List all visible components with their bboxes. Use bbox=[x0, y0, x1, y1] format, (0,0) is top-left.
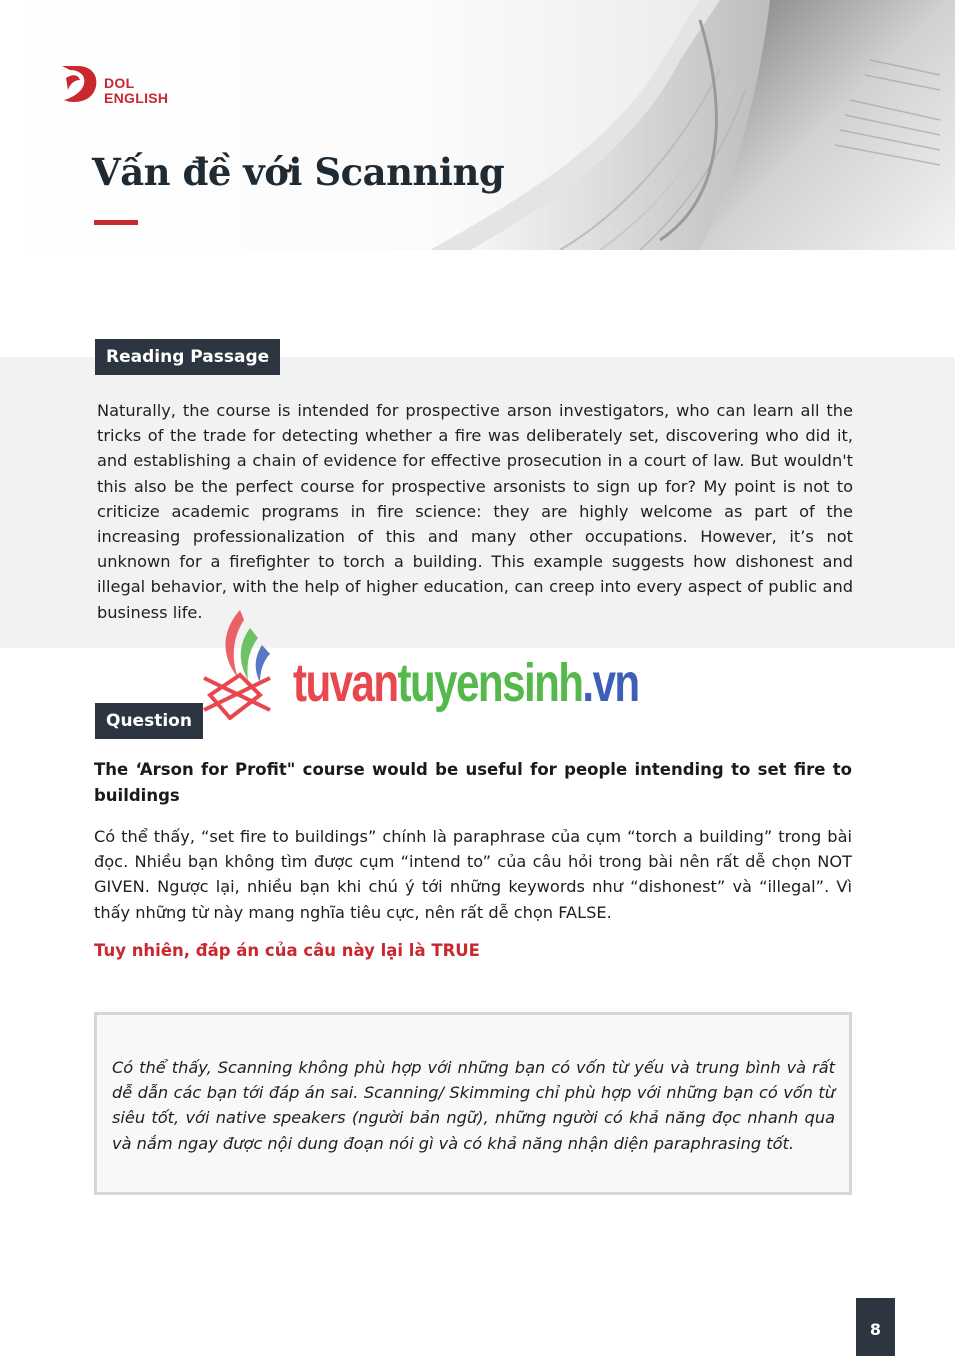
watermark-part-3: .vn bbox=[582, 653, 639, 713]
logo-text-line2: ENGLISH bbox=[104, 90, 169, 106]
reading-passage-label: Reading Passage bbox=[95, 339, 280, 375]
note-box bbox=[94, 1012, 852, 1195]
page-number: 8 bbox=[856, 1298, 895, 1356]
dol-english-logo bbox=[60, 62, 180, 108]
question-label: Question bbox=[95, 703, 203, 739]
answer-text: Tuy nhiên, đáp án của câu này lại là TRUE bbox=[94, 941, 480, 960]
torch-logo-icon bbox=[200, 600, 290, 720]
watermark-part-1: tuvan bbox=[293, 653, 398, 713]
note-text: Có thể thấy, Scanning không phù hợp với những bạn có vốn từ yếu và trung bình và rất dễ dẫn các bạn tới đáp án sai. Scanning/ Skimming chỉ phù hợp với những bạn có vốn từ siêu tốt, với native speakers (người bản ngữ), những người có khả năng đọc nhanh qua và nắm ngay được nội dung đoạn nói gì và có khả năng nhận diện paraphrasing tốt. bbox=[112, 1058, 835, 1153]
header-banner bbox=[0, 0, 955, 250]
explanation-text: Có thể thấy, “set fire to buildings” chính là paraphrase của cụm “torch a building” trong bài đọc. Nhiều bạn không tìm được cụm “intend to” của câu hỏi trong bài nên rất dễ chọn NOT GIVEN. Ngược lại, nhiều bạn khi chú ý tới những keywords như “dishonest” và “illegal”. Vì thấy những từ này mang nghĩa tiêu cực, nên rất dễ chọn FALSE. bbox=[94, 827, 852, 922]
logo-text-line1: DOL bbox=[104, 75, 135, 91]
dragon-icon bbox=[60, 62, 100, 106]
title-underline bbox=[94, 220, 138, 225]
page-title: Vấn đề với Scanning bbox=[92, 150, 505, 194]
question-text: The ‘Arson for Profit" course would be useful for people intending to set fire to buildings bbox=[94, 760, 852, 805]
watermark-part-2: tuyensinh bbox=[397, 653, 583, 713]
open-book-image bbox=[0, 0, 955, 250]
watermark bbox=[200, 600, 700, 740]
logo-text bbox=[104, 76, 168, 106]
watermark-text bbox=[293, 652, 639, 714]
reading-passage-text: Naturally, the course is intended for prospective arson investigators, who can learn all the tricks of the trade for detecting whether a fire was deliberately set, discovering who did it, and establishing a chain of evidence for effective prosecution in a court of law. But wouldn't this also be the perfect course for prospective arsonists to sign up for? My point is not to criticize academic programs in fire science: they are highly welcome as part of the increasing professionalization of this and many other occupations. However, it’s not unknown for a firefighter to torch a building. This example suggests how dishonest and illegal behavior, with the help of higher education, can creep into every aspect of public and business life. bbox=[97, 401, 853, 622]
